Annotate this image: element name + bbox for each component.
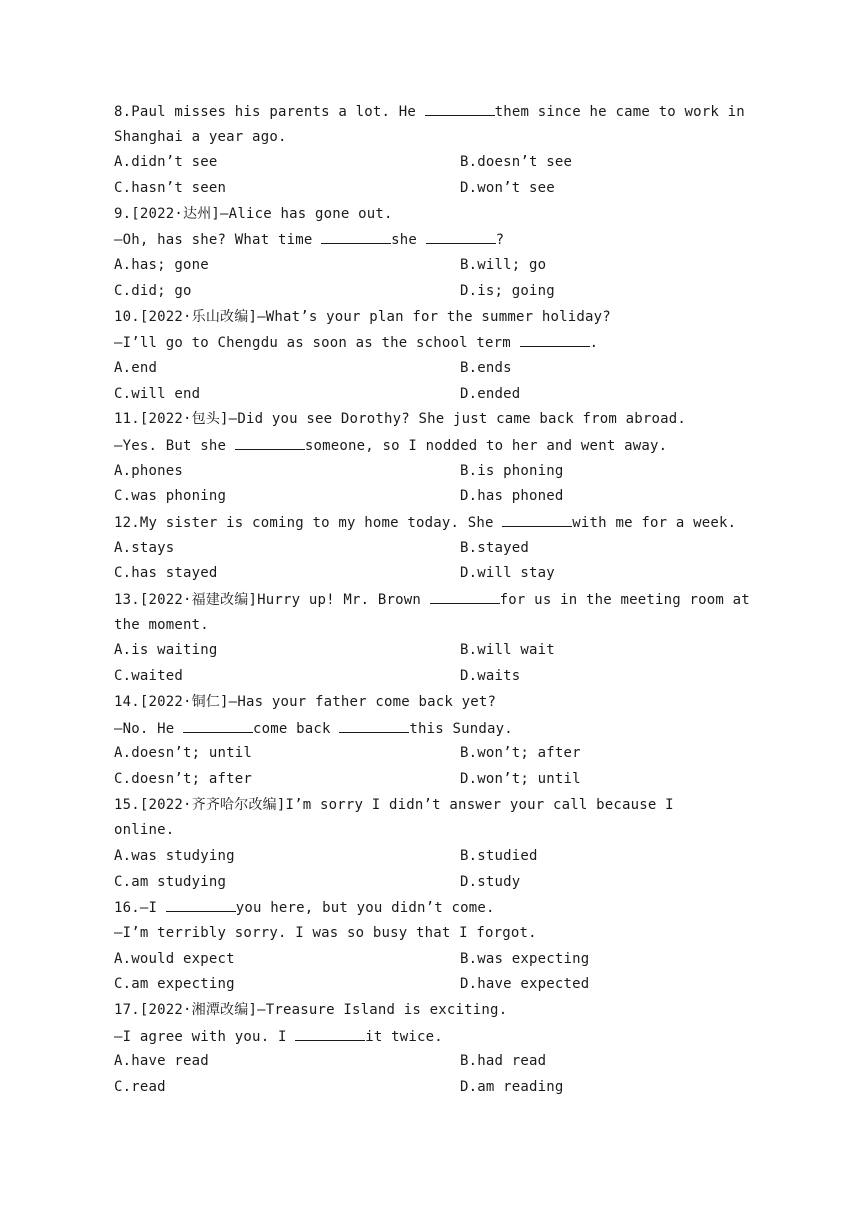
stem-text: with me for a week. bbox=[572, 515, 737, 531]
answer-option: C.did; go bbox=[114, 282, 192, 299]
question-stem-line bbox=[114, 99, 764, 125]
answer-blank bbox=[425, 99, 495, 116]
options-row bbox=[114, 484, 764, 510]
question-block bbox=[114, 690, 764, 793]
answer-option: D.study bbox=[460, 873, 521, 890]
options-row bbox=[114, 356, 764, 382]
options-row bbox=[114, 741, 764, 767]
options-row bbox=[114, 638, 764, 664]
options-row bbox=[114, 972, 764, 998]
answer-option: A.is waiting bbox=[114, 642, 218, 659]
answer-option: A.was studying bbox=[114, 847, 235, 864]
answer-option: D.will stay bbox=[460, 565, 555, 582]
question-stem-line bbox=[114, 793, 764, 819]
question-stem-line bbox=[114, 998, 764, 1024]
options-row bbox=[114, 253, 764, 279]
question-stem-line bbox=[114, 690, 764, 716]
answer-option: A.doesn’t; until bbox=[114, 745, 253, 762]
stem-text: —I’ll go to Chengdu as soon as the school term bbox=[114, 335, 520, 352]
answer-option: D.am reading bbox=[460, 1079, 564, 1096]
answer-option: A.didn’t see bbox=[114, 154, 218, 171]
answer-option: A.phones bbox=[114, 462, 184, 479]
answer-option: B.won’t; after bbox=[460, 745, 581, 762]
stem-text: —No. He bbox=[114, 720, 184, 737]
question-block bbox=[114, 587, 764, 690]
answer-option: C.waited bbox=[114, 668, 184, 685]
answer-option: C.am studying bbox=[114, 873, 227, 890]
answer-blank bbox=[166, 895, 236, 912]
question-block bbox=[114, 407, 764, 510]
answer-option: B.will; go bbox=[460, 257, 547, 274]
stem-text: come back bbox=[253, 720, 340, 737]
answer-option: B.had read bbox=[460, 1053, 547, 1070]
question-stem-line bbox=[114, 818, 764, 844]
answer-blank bbox=[339, 716, 409, 733]
answer-option: C.read bbox=[114, 1079, 166, 1096]
answer-option: D.is; going bbox=[460, 282, 555, 299]
answer-option: D.has phoned bbox=[460, 488, 564, 505]
answer-option: B.is phoning bbox=[460, 462, 564, 479]
answer-option: C.hasn’t seen bbox=[114, 180, 227, 197]
question-block bbox=[114, 895, 764, 998]
answer-blank bbox=[183, 716, 253, 733]
stem-text: 15.[2022·齐齐哈尔改编]I’m sorry I didn’t answer your call because I bbox=[114, 796, 674, 813]
answer-option: D.waits bbox=[460, 668, 521, 685]
answer-option: C.am expecting bbox=[114, 976, 235, 993]
stem-text: 9.[2022·达州]—Alice has gone out. bbox=[114, 205, 393, 222]
question-stem-line bbox=[114, 202, 764, 228]
answer-option: C.will end bbox=[114, 385, 201, 402]
stem-text: 14.[2022·铜仁]—Has your father come back yet? bbox=[114, 693, 497, 710]
question-stem-line bbox=[114, 125, 764, 151]
answer-option: C.was phoning bbox=[114, 488, 227, 505]
options-row bbox=[114, 536, 764, 562]
stem-text: 16.—I bbox=[114, 900, 166, 917]
options-row bbox=[114, 1049, 764, 1075]
answer-option: B.doesn’t see bbox=[460, 154, 573, 171]
answer-option: B.was expecting bbox=[460, 950, 590, 967]
stem-text: Shanghai a year ago. bbox=[114, 128, 287, 145]
answer-blank bbox=[430, 587, 500, 604]
question-stem-line bbox=[114, 921, 764, 947]
stem-text: 13.[2022·福建改编]Hurry up! Mr. Brown bbox=[114, 592, 430, 609]
options-row bbox=[114, 664, 764, 690]
question-stem-line bbox=[114, 330, 764, 356]
answer-option: A.stays bbox=[114, 539, 175, 556]
question-stem-line bbox=[114, 716, 764, 742]
stem-text: it twice. bbox=[365, 1028, 443, 1045]
stem-text: someone, so I nodded to her and went away. bbox=[304, 437, 668, 454]
stem-text: ? bbox=[495, 232, 505, 249]
options-row bbox=[114, 767, 764, 793]
stem-text: she bbox=[391, 232, 426, 249]
question-block bbox=[114, 998, 764, 1101]
options-row bbox=[114, 870, 764, 896]
answer-option: C.has stayed bbox=[114, 565, 218, 582]
stem-text: —Yes. But she bbox=[114, 437, 235, 454]
question-block bbox=[114, 305, 764, 408]
options-row bbox=[114, 1075, 764, 1101]
options-row bbox=[114, 561, 764, 587]
stem-text: the moment. bbox=[114, 616, 209, 633]
answer-blank bbox=[502, 510, 572, 527]
question-stem-line bbox=[114, 407, 764, 433]
options-row bbox=[114, 382, 764, 408]
question-stem-line bbox=[114, 895, 764, 921]
answer-option: D.have expected bbox=[460, 976, 590, 993]
options-row bbox=[114, 279, 764, 305]
options-row bbox=[114, 176, 764, 202]
answer-option: D.ended bbox=[460, 385, 521, 402]
options-row bbox=[114, 947, 764, 973]
question-stem-line bbox=[114, 1024, 764, 1050]
answer-blank bbox=[520, 330, 590, 347]
answer-blank bbox=[295, 1024, 365, 1041]
question-block bbox=[114, 99, 764, 202]
answer-option: B.studied bbox=[460, 847, 538, 864]
stem-text: —I’m terribly sorry. I was so busy that I forgot. bbox=[114, 925, 537, 941]
question-block bbox=[114, 510, 764, 587]
answer-option: A.end bbox=[114, 359, 158, 376]
options-row bbox=[114, 844, 764, 870]
stem-text: for us in the meeting room at bbox=[499, 592, 750, 609]
stem-text: them since he came to work in bbox=[494, 104, 745, 120]
answer-option: B.ends bbox=[460, 359, 512, 376]
exercise-page bbox=[114, 99, 764, 1101]
stem-text: —I agree with you. I bbox=[114, 1028, 296, 1045]
question-stem-line bbox=[114, 433, 764, 459]
question-stem-line bbox=[114, 613, 764, 639]
answer-blank bbox=[235, 433, 305, 450]
stem-text: . bbox=[589, 335, 599, 352]
stem-text: 12.My sister is coming to my home today. She bbox=[114, 515, 503, 531]
stem-text: 11.[2022·包头]—Did you see Dorothy? She just came back from abroad. bbox=[114, 411, 687, 428]
answer-option: A.has; gone bbox=[114, 257, 209, 274]
options-row bbox=[114, 459, 764, 485]
answer-blank bbox=[426, 227, 496, 244]
answer-blank bbox=[321, 227, 391, 244]
stem-text: this Sunday. bbox=[409, 720, 513, 737]
answer-option: B.will wait bbox=[460, 642, 555, 659]
answer-option: D.won’t; until bbox=[460, 770, 581, 787]
question-stem-line bbox=[114, 305, 764, 331]
answer-option: C.doesn’t; after bbox=[114, 770, 253, 787]
stem-text: you here, but you didn’t come. bbox=[235, 900, 495, 917]
stem-text: —Oh, has she? What time bbox=[114, 232, 322, 249]
question-block bbox=[114, 202, 764, 305]
answer-option: B.stayed bbox=[460, 539, 530, 556]
answer-option: A.would expect bbox=[114, 950, 235, 967]
answer-option: D.won’t see bbox=[460, 180, 555, 197]
question-stem-line bbox=[114, 587, 764, 613]
options-row bbox=[114, 150, 764, 176]
question-stem-line bbox=[114, 227, 764, 253]
answer-option: A.have read bbox=[114, 1053, 209, 1070]
question-stem-line bbox=[114, 510, 764, 536]
stem-text: online. bbox=[114, 822, 175, 839]
question-block bbox=[114, 793, 764, 896]
stem-text: 17.[2022·湘潭改编]—Treasure Island is exciting. bbox=[114, 1002, 508, 1019]
stem-text: 8.Paul misses his parents a lot. He bbox=[114, 104, 425, 120]
stem-text: 10.[2022·乐山改编]—What’s your plan for the summer holiday? bbox=[114, 308, 611, 325]
